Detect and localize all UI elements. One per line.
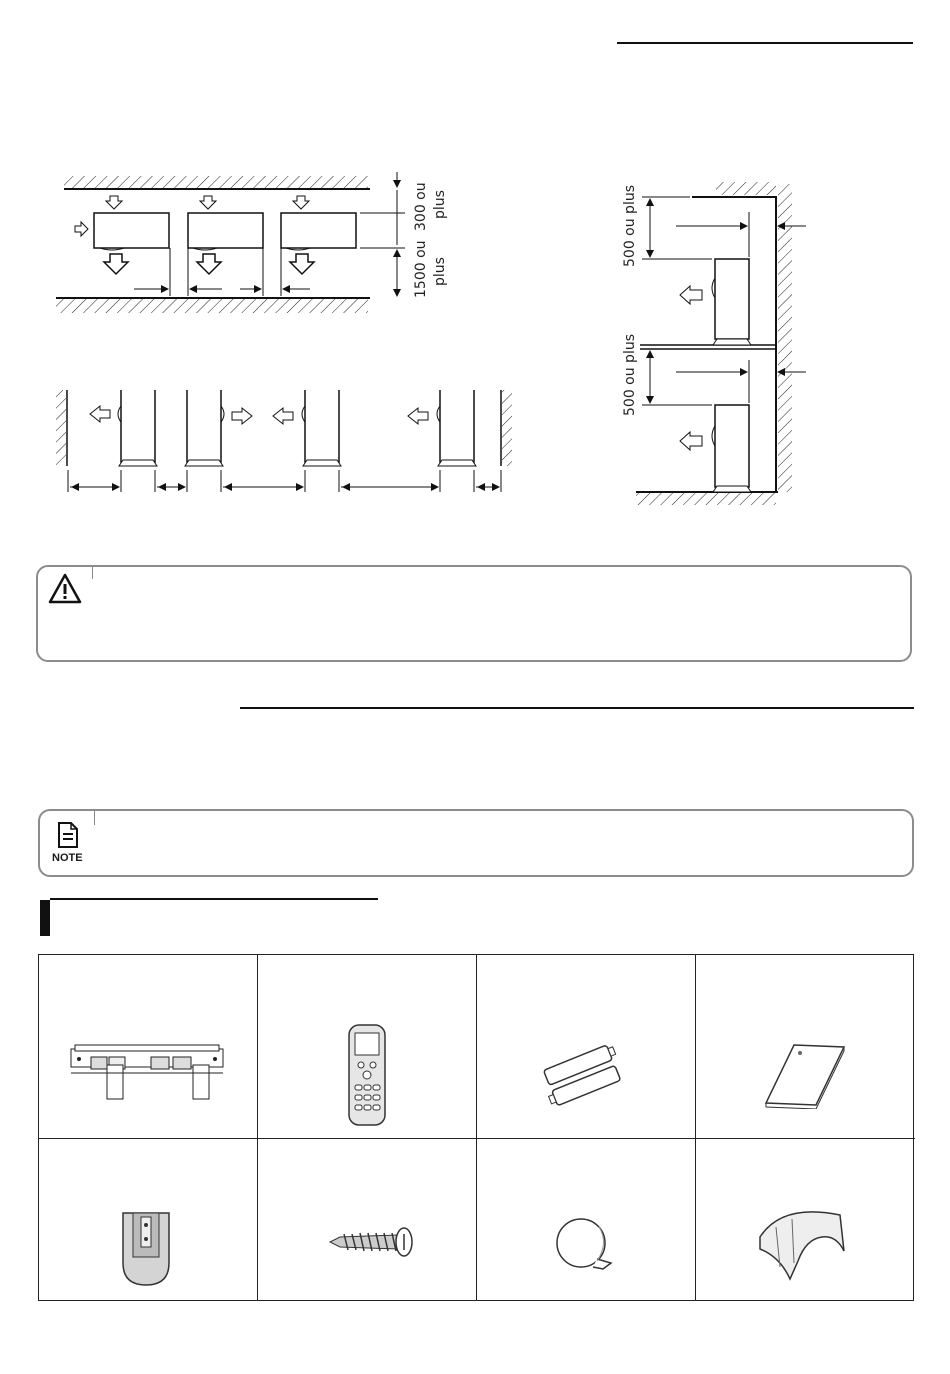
remote-holder-icon [119,1207,173,1289]
diagram-floor-units [56,390,512,492]
label-500-upper: 500 ou plus [622,184,638,267]
note-icon [57,821,79,849]
cell-pipe-guide [696,1139,915,1300]
installation-clearance-diagrams [0,0,950,560]
section-rule [240,707,914,709]
warning-icon [48,573,82,605]
caution-box [36,565,912,662]
accessories-table [38,954,914,1301]
note-label: NOTE [52,852,83,864]
pipe-guide-icon [752,1197,848,1281]
diagram-stacked-units [636,182,806,505]
label-300-ou: 300 ou [413,182,429,231]
screw-icon [328,1225,414,1259]
cell-remote-control [258,955,477,1139]
diagram-ceiling-units [56,172,405,313]
accessories-heading-bar [40,900,50,936]
cell-pipe-cap [477,1139,696,1300]
pipe-cap-icon [553,1215,619,1277]
remote-control-icon [347,1023,387,1127]
installation-plate-icon [69,1043,227,1103]
label-1500-plus: plus [432,257,448,286]
cell-screw [258,1139,477,1300]
note-box [38,809,914,877]
label-300-plus: plus [432,190,448,219]
cell-installation-plate [39,955,258,1139]
batteries-icon [541,1043,631,1111]
cell-user-manual [696,955,915,1139]
manual-icon [764,1043,846,1109]
accessories-heading-rule [50,898,378,900]
cell-remote-holder [39,1139,258,1300]
cell-batteries [477,955,696,1139]
label-1500-ou: 1500 ou [413,240,429,298]
label-500-lower: 500 ou plus [622,333,638,416]
